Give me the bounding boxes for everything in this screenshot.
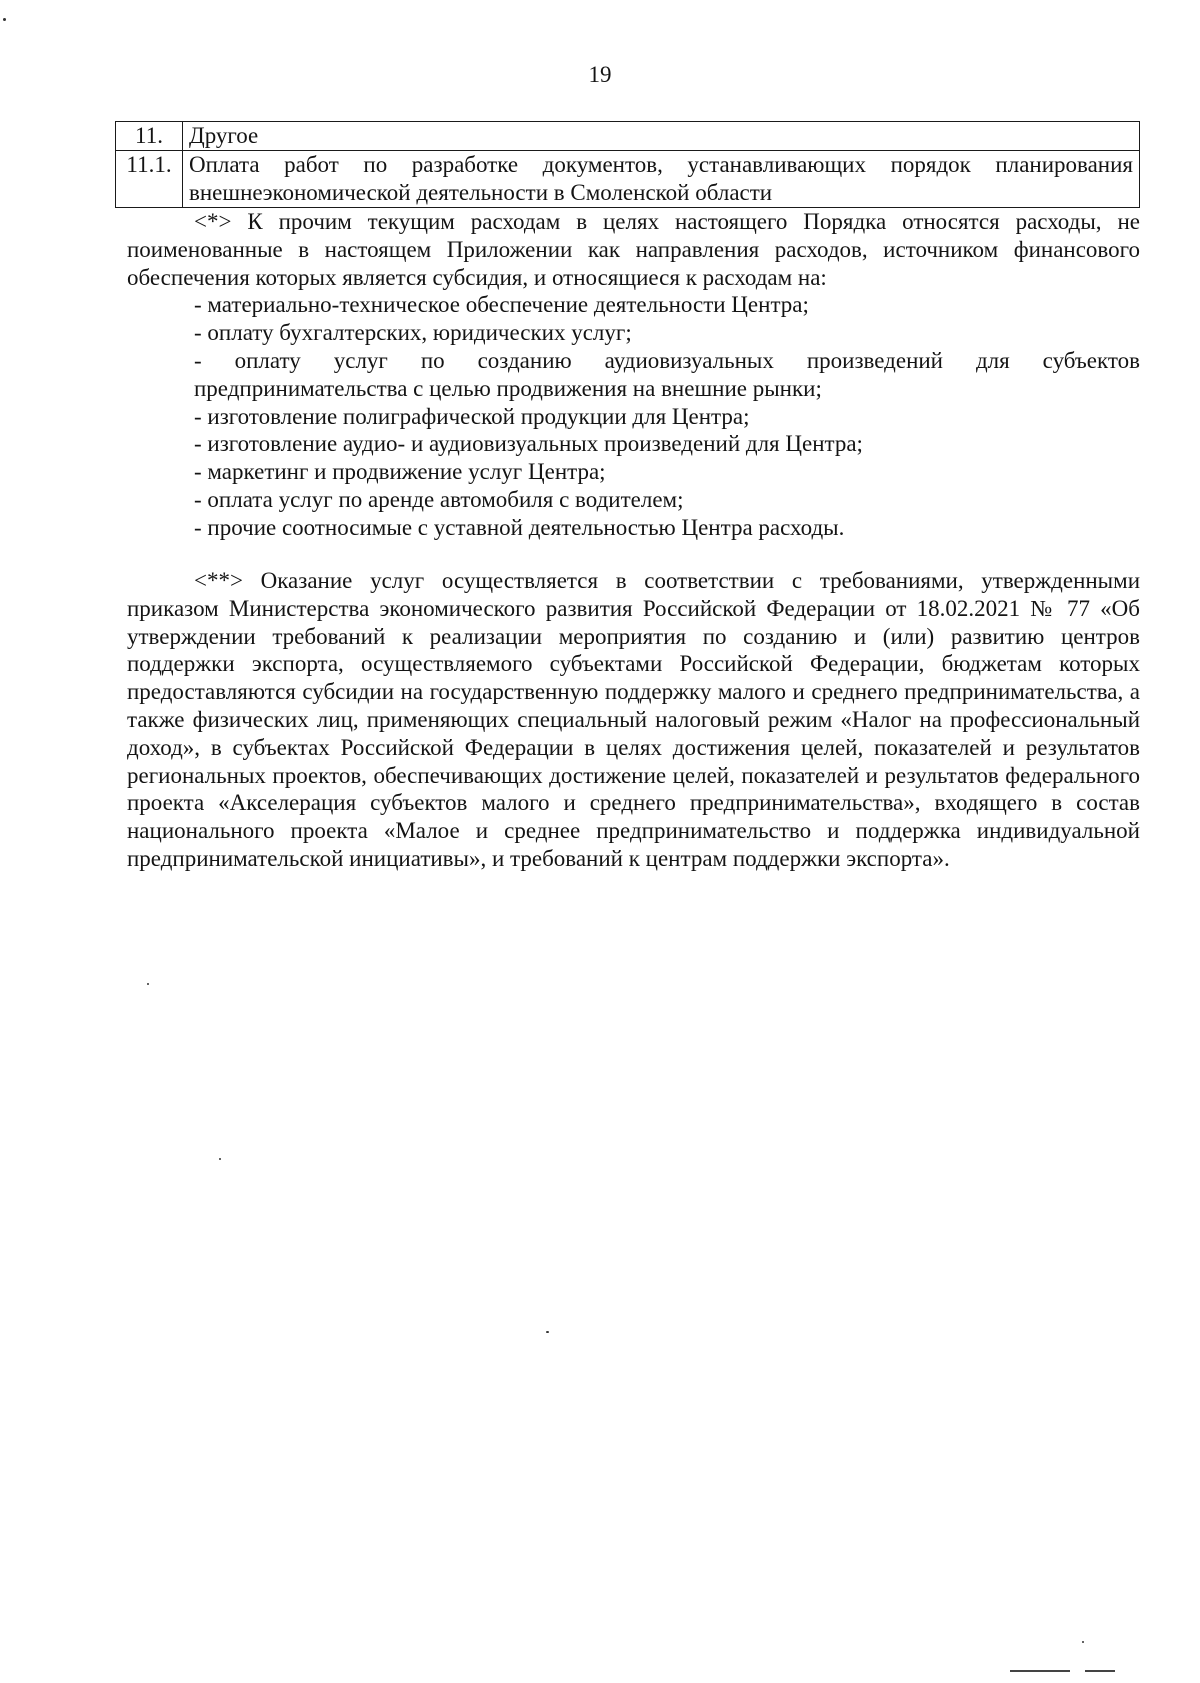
list-item: - материально-техническое обеспечение деятельности Центра; xyxy=(194,292,809,318)
list-item: - оплата услуг по аренде автомобиля с водителем; xyxy=(194,486,684,512)
row-text: Оплата работ по разработке документов, устанавливающих порядок планирования внешнеэкономической деятельности в Смоленской области xyxy=(183,151,1140,208)
row-number: 11.1. xyxy=(116,151,183,208)
row-text: Другое xyxy=(183,122,1140,151)
list-item: - маркетинг и продвижение услуг Центра; xyxy=(194,459,606,485)
list-item: - оплату бухгалтерских, юридических услуг; xyxy=(194,320,632,346)
table-row xyxy=(116,151,1140,208)
page-number: 19 xyxy=(588,62,612,87)
scan-speck xyxy=(147,983,149,985)
scan-line xyxy=(1085,1670,1115,1672)
footnote-intro: <*> К прочим текущим расходам в целях настоящего Порядка относятся расходы, не поименованные в настоящем Приложении как направления расходов, источником финансового обеспечения которых является субсидия, и относящиеся к расходам на: xyxy=(127,209,1140,290)
scan-line xyxy=(1010,1670,1070,1672)
footnote-services-text: <**> Оказание услуг осуществляется в соответствии с требованиями, утвержденными приказом Министерства экономического развития Российской Федерации от 18.02.2021 № 77 «Об утверждении требований к реализации мероприятия по созданию и (или) развитию центров поддержки экспорта, осуществляемого субъектами Российской Федерации, бюджетам которых предоставляются субсидии на государственную поддержку малого и среднего предпринимательства, а также физических лиц, применяющих специальный налоговый режим «Налог на профессиональный доход», в субъектах Российской Федерации в целях достижения целей, показателей и результатов региональных проектов, обеспечивающих достижение целей, показателей и результатов федерального проекта «Акселерация субъектов малого и среднего предпринимательства», входящего в состав национального проекта «Малое и среднее предпринимательство и поддержка индивидуальной предпринимательской инициативы», и требований к центрам поддержки экспорта». xyxy=(127,568,1140,871)
list-item: - оплату услуг по созданию аудиовизуальных произведений для субъектов предпринимательства с целью продвижения на внешние рынки; xyxy=(194,347,1140,401)
scan-speck xyxy=(3,18,6,21)
footnote-other-expenses xyxy=(127,208,1140,542)
list-item: - прочие соотносимые с уставной деятельностью Центра расходы. xyxy=(194,514,845,540)
footnote-services xyxy=(127,567,1140,873)
list-item: - изготовление полиграфической продукции для Центра; xyxy=(194,403,750,429)
expense-table xyxy=(115,121,1140,208)
table-row xyxy=(116,122,1140,151)
row-number: 11. xyxy=(116,122,183,151)
scan-speck xyxy=(546,1331,549,1333)
scan-speck xyxy=(1082,1641,1084,1643)
list-item: - изготовление аудио- и аудиовизуальных произведений для Центра; xyxy=(194,431,863,457)
scan-speck xyxy=(219,1158,221,1160)
